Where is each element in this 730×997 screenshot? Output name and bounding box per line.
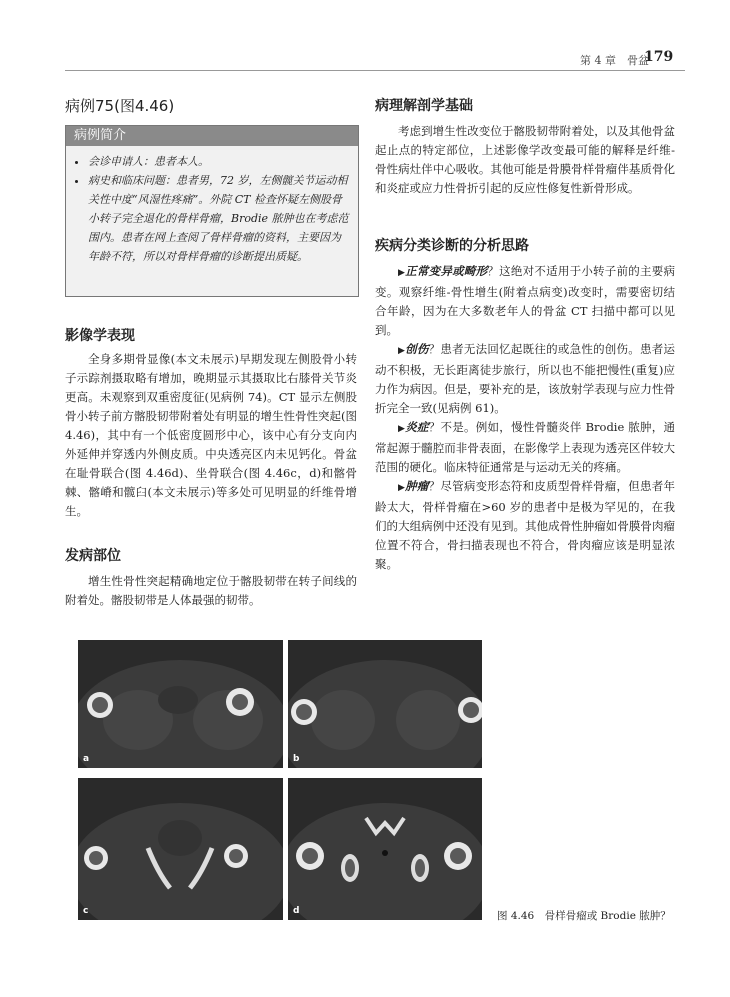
case-summary-box: [65, 125, 359, 297]
panel-label: c: [83, 906, 89, 916]
diagnosis-item: ▶创伤？患者无法回忆起既往的或急性的创伤。患者运动不积极，无长距离徒步旅行，所以也不能把慢性(重复)应力作为病因。但是，要补充的是，该放射学表现与应力性骨折完全一致(见病例 61)。: [375, 342, 676, 415]
diagnosis-item: ▶肿瘤？尽管病变形态符和皮质型骨样骨瘤，但患者年龄太大，骨样骨瘤在>60 岁的患者中是极为罕见的，在我们的大组病例中还没有见到。其他成骨性肿瘤如骨膜骨肉瘤位置不符合，骨扫描表现也不符合，骨肉瘤应该是明显浓聚。: [375, 479, 676, 571]
triangle-bullet-icon: ▶: [398, 424, 406, 434]
ct-image-d: [288, 778, 482, 920]
figure-caption: 图 4.46 骨样骨瘤或 Brodie 脓肿？: [497, 910, 671, 922]
pathology-heading: 病理解剖学基础: [375, 98, 473, 114]
triangle-bullet-icon: ▶: [398, 483, 406, 493]
panel-label: d: [293, 906, 300, 916]
summary-item: • 病史和临床问题：患者男，72 岁，左侧髋关节运动相关性中度“风湿性疼痛”。外院 CT 检查怀疑左侧股骨小转子完全退化的骨样骨瘤，Brodie 脓肿也在考虑范围内。患者在网上查阅了骨样骨瘤的资料，主要因为年龄不符，所以对骨样骨瘤的诊断提出质疑。: [88, 171, 350, 266]
summary-list: [66, 152, 358, 266]
panel-label: a: [83, 754, 90, 764]
ct-image-c: [78, 778, 283, 920]
diagnosis-item: ▶正常变异或畸形？这绝对不适用于小转子前的主要病变。观察纤维-骨性增生(附着点病变)改变时，需要密切结合年龄，因为在大多数老年人的骨盆 CT 扫描中都可以见到。: [375, 264, 676, 337]
imaging-heading: 影像学表现: [65, 328, 135, 344]
chapter-label: 第 4 章 骨盆: [580, 54, 649, 67]
diagnosis-heading: 疾病分类诊断的分析思路: [375, 238, 529, 254]
pathology-section: [375, 122, 675, 198]
summary-title: 病例简介: [66, 126, 358, 146]
triangle-bullet-icon: ▶: [398, 346, 406, 356]
header-rule: [65, 70, 685, 71]
site-section: [65, 572, 357, 610]
page-number: 179: [644, 49, 674, 65]
case-title: 病例75(图4.46): [65, 97, 175, 115]
ct-image-b: [288, 640, 482, 768]
running-header: [580, 49, 674, 68]
imaging-section: [65, 350, 357, 521]
imaging-paragraph: 全身多期骨显像(本文未展示)早期发现左侧股骨小转子示踪剂摄取略有增加，晚期显示其摄取比右膝骨关节炎更高。未观察到双重密度征(见病例 74)。CT 显示左侧股骨小转子前方髂股韧带附着处有明显的增生性骨性突起(图 4.46)，其中有一个低密度圆形中心，该中心有分支向内外延伸并穿透内外侧皮质。中央透亮区内未见钙化。骨盆在耻骨联合(图 4.46d)、坐骨联合(图 4.46c，d)和髂骨棘、髂嵴和髋臼(本文未展示)等多处可见明显的纤维骨增生。: [65, 352, 357, 518]
diagnosis-section: [375, 262, 675, 574]
diagnosis-item: ▶炎症？不是。例如，慢性骨髓炎伴 Brodie 脓肿，通常起源于髓腔而非骨表面，在影像学上表现为透亮区伴较大范围的硬化。临床特征通常是与运动无关的疼痛。: [375, 420, 675, 474]
ct-image-a: [78, 640, 283, 768]
pathology-paragraph: 考虑到增生性改变位于髂股韧带附着处，以及其他骨盆起止点的特定部位，上述影像学改变最可能的解释是纤维-骨性病灶伴中心吸收。其他可能是骨膜骨样骨瘤伴基质骨化和炎症或应力性骨折引起的反应性修复性新骨形成。: [375, 124, 675, 195]
summary-item: • 会诊申请人：患者本人。: [88, 152, 350, 171]
site-heading: 发病部位: [65, 548, 121, 564]
site-paragraph: 增生性骨性突起精确地定位于髂股韧带在转子间线的附着处。髂股韧带是人体最强的韧带。: [65, 574, 357, 607]
panel-label: b: [293, 754, 300, 764]
triangle-bullet-icon: ▶: [398, 268, 406, 278]
